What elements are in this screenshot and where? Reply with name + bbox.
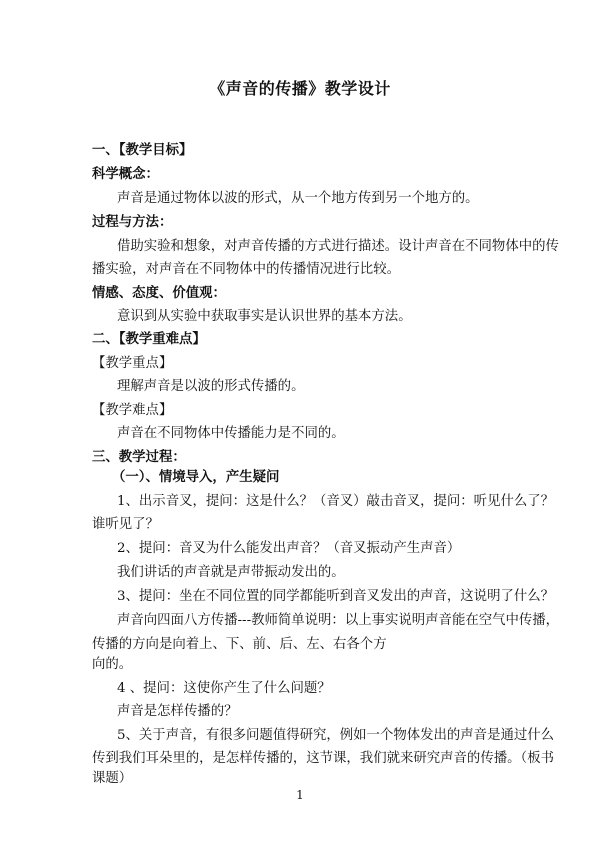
teaching-focus-label: 【教学重点】 [92, 356, 173, 371]
teaching-difficulty-text: 声音在不同物体中传播能力是不同的。 [117, 426, 345, 441]
attitude-text: 意识到从实验中获取事实是认识世界的基本方法。 [117, 309, 412, 324]
teaching-difficulty-label: 【教学难点】 [92, 403, 173, 418]
process-line: 4 、提问：这使你产生了什么问题？ [117, 681, 331, 696]
process-line: 2、提问：音叉为什么能发出声音？（音叉振动产生声音） [117, 541, 461, 556]
process-line: 传播的方向是向着上、下、前、后、左、右各个方 [92, 637, 387, 652]
attitude-label: 情感、态度、价值观： [92, 286, 226, 301]
process-line: 谁听见了？ [92, 517, 159, 532]
process-method-label: 过程与方法： [92, 215, 173, 230]
section-heading-key-points: 二、【教学重难点】 [92, 332, 206, 347]
teaching-focus-text: 理解声音是以波的形式传播的。 [117, 379, 305, 394]
document-title: 《声音的传播》教学设计 [209, 79, 391, 98]
science-concept-text: 声音是通过物体以波的形式，从一个地方传到另一个地方的。 [117, 191, 479, 206]
process-line: 声音是怎样传播的？ [117, 704, 238, 719]
process-line: 1、出示音叉，提问：这是什么？（音叉）敲击音叉，提问：听见什么了？ [117, 494, 555, 509]
process-method-text-line-1: 借助实验和想象，对声音传播的方式进行描述。设计声音在不同物体中的传 [117, 239, 559, 254]
process-line: 声音向四面八方传播---教师简单说明：以上事实说明声音能在空气中传播， [117, 613, 560, 628]
section-heading-process: 三、教学过程： [92, 450, 186, 465]
process-line: 课题） [92, 771, 133, 786]
science-concept-label: 科学概念： [92, 167, 159, 182]
page-number: 1 [296, 788, 304, 802]
section-heading-goals: 一、【教学目标】 [92, 143, 193, 158]
process-line: 5、关于声音，有很多问题值得研究，例如一个物体发出的声音是通过什么 [117, 728, 555, 743]
process-method-text-line-2: 播实验，对声音在不同物体中的传播情况进行比较。 [92, 262, 400, 277]
process-line: 3、提问：坐在不同位置的同学都能听到音叉发出的声音，这说明了什么？ [117, 589, 555, 604]
process-line: 传到我们耳朵里的，是怎样传播的，这节课，我们就来研究声音的传播。（板书 [92, 751, 554, 766]
process-sub-heading: （一）、情境导入，产生疑问 [112, 470, 280, 485]
process-line: 向的。 [92, 657, 133, 672]
process-line: 我们讲话的声音就是声带振动发出的。 [117, 565, 345, 580]
